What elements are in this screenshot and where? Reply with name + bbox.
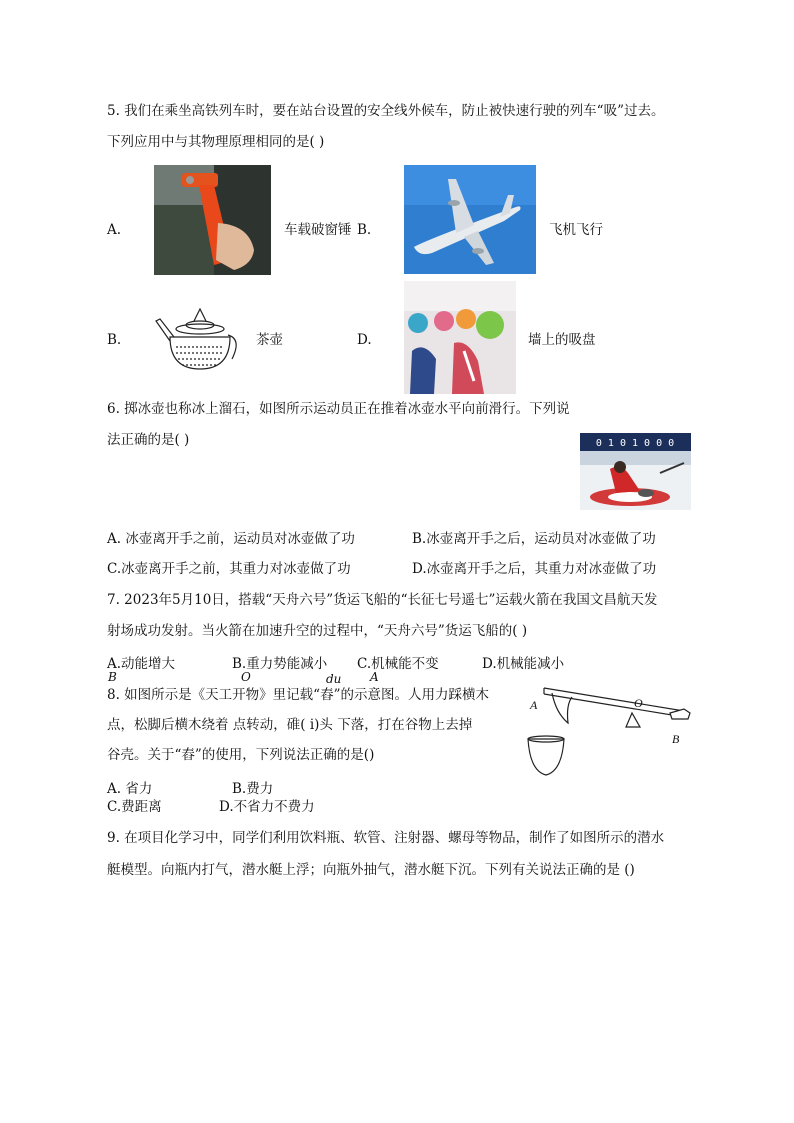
q6-stem-line1: 6. 掷冰壶也称冰上溜石，如图所示运动员正在推着冰壶水平向前滑行。下列说 [107, 401, 570, 417]
car-window-hammer-image [154, 165, 271, 275]
q5-option-b-text: 飞机飞行 [549, 222, 603, 238]
q9-stem-line1: 9. 在项目化学习中，同学们利用饮料瓶、软管、注射器、螺母等物品，制作了如图所示的潜水 [107, 830, 665, 846]
q9-stem-line2: 艇模型。向瓶内打气，潜水艇上浮；向瓶外抽气，潜水艇下沉。下列有关说法正确的是 () [107, 862, 635, 878]
q5-option-d-text: 墙上的吸盘 [528, 332, 596, 348]
q6-option-c: C.冰壶离开手之前，其重力对冰壶做了功 [107, 561, 351, 577]
q5-option-c-text: 茶壶 [256, 332, 283, 348]
q6-option-b: B.冰壶离开手之后，运动员对冰壶做了功 [412, 531, 656, 547]
airplane-image [404, 165, 536, 274]
suction-cup-hooks-image [404, 281, 516, 394]
pestle-lever-diagram [522, 683, 694, 780]
q8-symbol-o: O [241, 670, 251, 684]
q5-option-d-letter: D. [357, 332, 372, 348]
q8-symbol-b: B [108, 670, 117, 684]
q8-option-c: C.费距离 [107, 799, 162, 815]
q6-stem-line2: 法正确的是( ) [107, 432, 190, 448]
diagram-label-o: O [634, 696, 643, 710]
q8-symbol-du: du [326, 672, 342, 686]
q8-stem-line3: 谷壳。关于“舂”的使用，下列说法正确的是() [107, 747, 375, 763]
q8-stem-line1: 8. 如图所示是《天工开物》里记载“舂”的示意图。人用力踩横木 [107, 687, 489, 703]
q7-option-d: D.机械能减小 [482, 656, 565, 672]
q5-option-a-text: 车载破窗锤 [284, 222, 352, 238]
q7-option-b: B.重力势能减小 [232, 656, 328, 672]
q5-option-b-letter: B. [357, 222, 372, 238]
curling-image [580, 433, 691, 510]
q6-option-d: D.冰壶离开手之后，其重力对冰壶做了功 [412, 561, 657, 577]
diagram-label-a: A [530, 698, 538, 712]
q8-option-d: D.不省力不费力 [219, 799, 315, 815]
q5-stem-line2: 下列应用中与其物理原理相同的是( ) [107, 134, 325, 150]
q7-stem-line2: 射场成功发射。当火箭在加速升空的过程中，“天舟六号”货运飞船的( ) [107, 623, 528, 639]
q5-option-a-letter: A. [107, 222, 122, 238]
q7-stem-line1: 7. 2023年5月10日，搭载“天舟六号”货运飞船的“长征七号遥七”运载火箭在我国文昌航天发 [107, 592, 658, 608]
q8-stem-line2: 点，松脚后横木绕着 点转动，碓( i)头 下落，打在谷物上去掉 [107, 717, 473, 733]
q6-option-a: A. 冰壶离开手之前，运动员对冰壶做了功 [107, 531, 355, 547]
teapot-image [152, 307, 238, 373]
q5-option-c-letter: B. [107, 332, 122, 348]
q5-stem-line1: 5. 我们在乘坐高铁列车时，要在站台设置的安全线外候车，防止被快速行驶的列车“吸”过去。 [107, 103, 665, 119]
curling-scoreboard: 0 1 0 1 0 0 0 [595, 438, 675, 449]
q8-option-b: B.费力 [232, 781, 274, 797]
diagram-label-b: B [672, 732, 680, 746]
q7-option-a: A.动能增大 [107, 656, 176, 672]
q8-option-a: A. 省力 [107, 781, 153, 797]
q8-symbol-a: A [370, 670, 379, 684]
q7-option-c: C.机械能不变 [357, 656, 439, 672]
